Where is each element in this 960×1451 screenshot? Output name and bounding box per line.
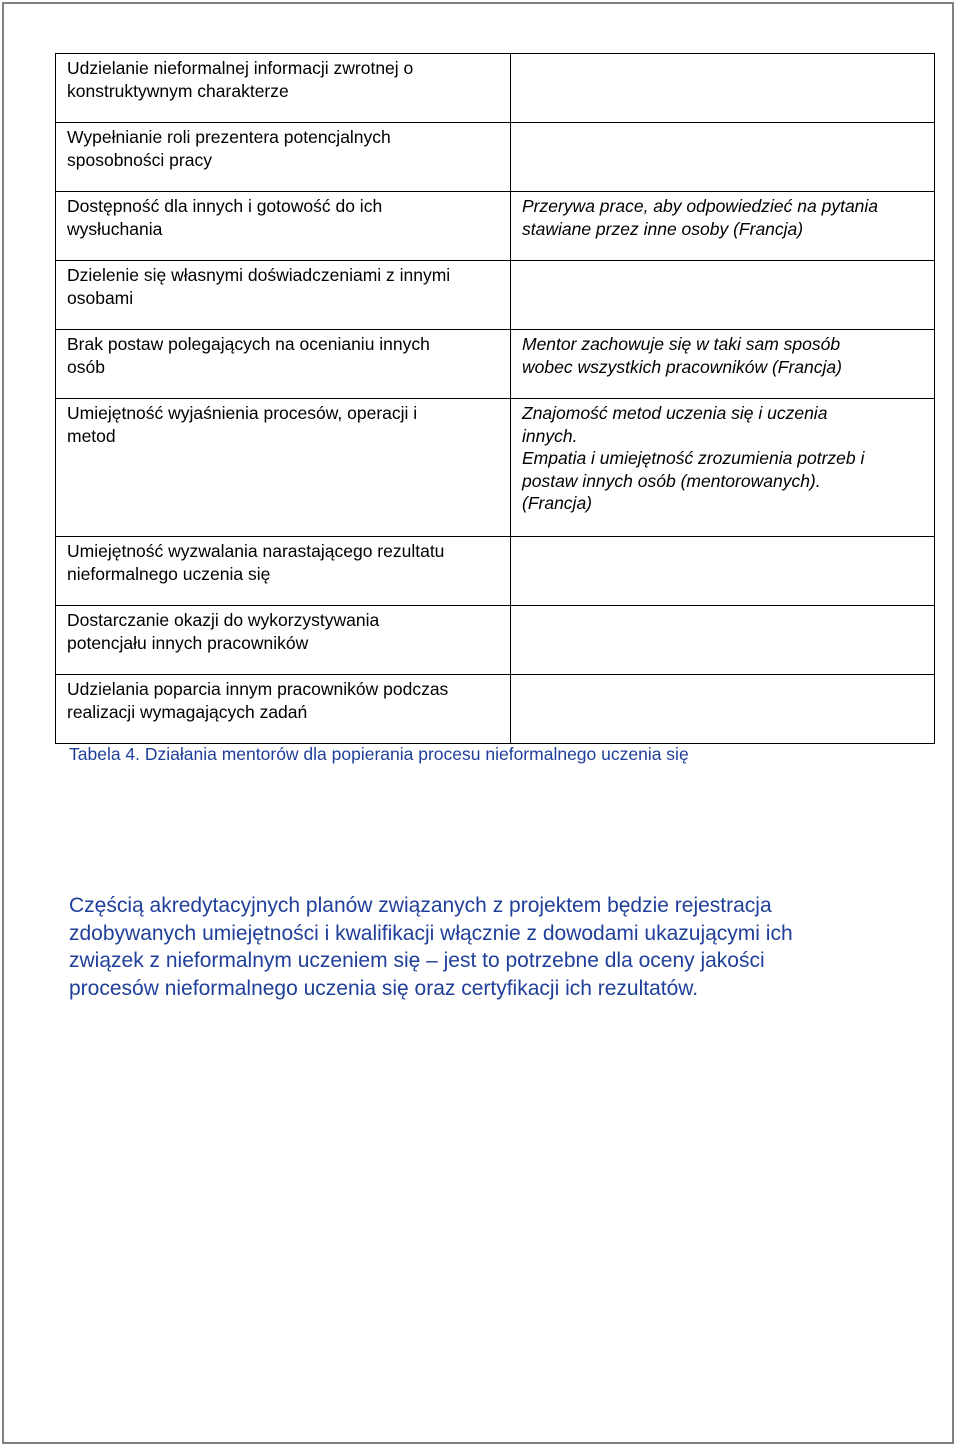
cell-line: potencjału innych pracowników: [67, 632, 309, 653]
activity-cell: [56, 537, 511, 606]
cell-line: stawiane przez inne osoby (Francja): [522, 218, 804, 239]
cell-line: Empatia i umiejętność zrozumienia potrzeb i: [522, 448, 865, 468]
activity-cell: [56, 261, 511, 330]
cell-line: Udzielanie nieformalnej informacji zwrotnej o: [67, 58, 414, 78]
cell-line: realizacji wymagających zadań: [67, 701, 308, 722]
cell-line: Dzielenie się własnymi doświadczeniami z innymi: [67, 265, 451, 285]
example-cell: [511, 192, 935, 261]
paragraph-line: procesów nieformalnego uczenia się oraz certyfikacji ich rezultatów.: [69, 976, 699, 1000]
table-row: [56, 675, 935, 744]
cell-line: Brak postaw polegających na ocenianiu innych: [67, 334, 430, 354]
cell-line: Znajomość metod uczenia się i uczenia: [522, 403, 828, 423]
mentor-activities-table: [55, 53, 935, 744]
cell-line: Dostarczanie okazji do wykorzystywania: [67, 610, 380, 630]
example-cell: [511, 606, 935, 675]
example-cell: [511, 537, 935, 606]
table-row: [56, 399, 935, 537]
cell-line: wysłuchania: [67, 218, 163, 239]
paragraph-line: Częścią akredytacyjnych planów związanych z projektem będzie rejestracja: [69, 894, 772, 917]
cell-line: Dostępność dla innych i gotowość do ich: [67, 196, 383, 216]
cell-line: Przerywa prace, aby odpowiedzieć na pytania: [522, 196, 879, 216]
cell-line: metod: [67, 425, 116, 446]
activity-cell: [56, 54, 511, 123]
activity-cell: [56, 675, 511, 744]
activity-cell: [56, 330, 511, 399]
cell-line: konstruktywnym charakterze: [67, 80, 289, 101]
example-cell: [511, 54, 935, 123]
example-cell: [511, 330, 935, 399]
cell-line: nieformalnego uczenia się: [67, 563, 271, 584]
cell-line: wobec wszystkich pracowników (Francja): [522, 356, 842, 377]
cell-line: postaw innych osób (mentorowanych).: [522, 470, 821, 491]
paragraph-line: zdobywanych umiejętności i kwalifikacji włącznie z dowodami ukazującymi ich: [69, 921, 793, 945]
example-cell: [511, 123, 935, 192]
cell-line: Mentor zachowuje się w taki sam sposób: [522, 334, 841, 354]
table-row: [56, 123, 935, 192]
cell-line: Wypełnianie roli prezentera potencjalnych: [67, 127, 391, 147]
example-cell: [511, 399, 935, 537]
table-row: [56, 261, 935, 330]
activity-cell: [56, 192, 511, 261]
table-row: [56, 54, 935, 123]
table-row: [56, 330, 935, 399]
cell-line: Umiejętność wyzwalania narastającego rezultatu: [67, 541, 445, 561]
activity-cell: [56, 123, 511, 192]
cell-line: innych.: [522, 425, 578, 446]
table-body: [56, 54, 935, 744]
cell-line: sposobności pracy: [67, 149, 212, 170]
paragraph-line: związek z nieformalnym uczeniem się – jest to potrzebne dla oceny jakości: [69, 949, 765, 972]
cell-line: Udzielania poparcia innym pracowników podczas: [67, 679, 449, 699]
table-row: [56, 537, 935, 606]
cell-line: (Francja): [522, 493, 593, 513]
body-paragraph: [69, 892, 919, 1002]
table-row: [56, 606, 935, 675]
table-row: [56, 192, 935, 261]
example-cell: [511, 675, 935, 744]
activity-cell: [56, 399, 511, 537]
example-cell: [511, 261, 935, 330]
activity-cell: [56, 606, 511, 675]
table-caption: Tabela 4. Działania mentorów dla popierania procesu nieformalnego uczenia się: [69, 744, 689, 764]
cell-line: Umiejętność wyjaśnienia procesów, operacji i: [67, 403, 418, 423]
cell-line: osobami: [67, 287, 134, 308]
cell-line: osób: [67, 356, 105, 377]
